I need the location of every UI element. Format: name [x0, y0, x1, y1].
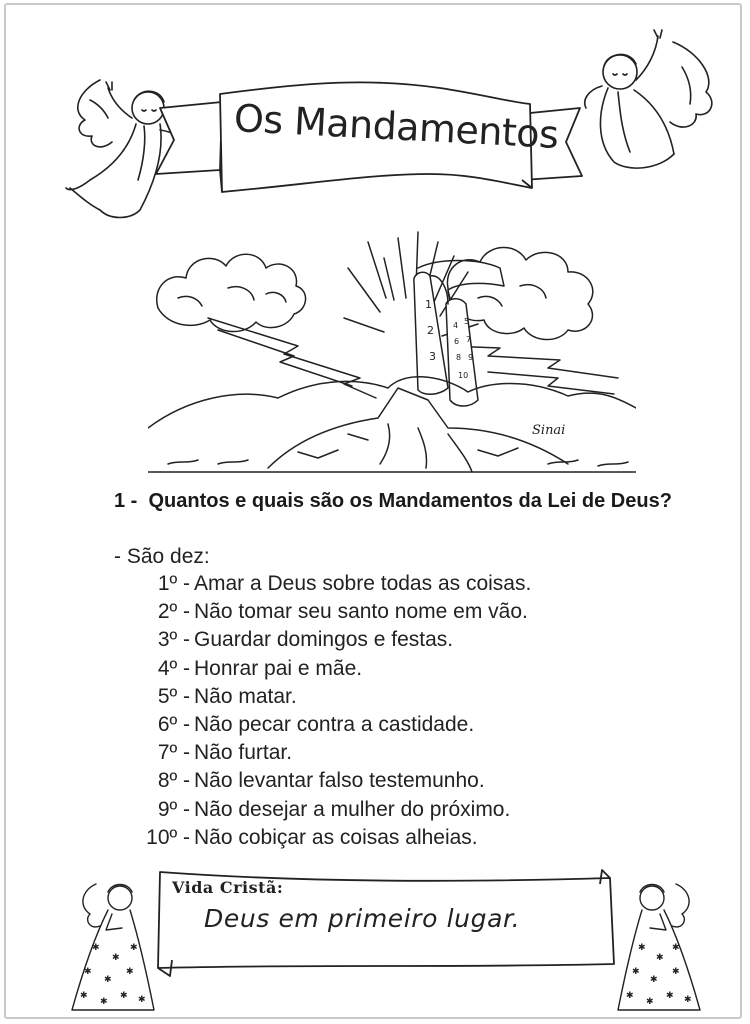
list-item — [128, 711, 531, 739]
angel-bottom-left-illustration — [62, 870, 162, 1020]
question — [114, 487, 674, 516]
svg-text:✱: ✱ — [126, 967, 134, 977]
svg-text:✱: ✱ — [130, 943, 138, 953]
list-item — [128, 598, 531, 626]
commandment-number: 5º - — [157, 684, 190, 708]
commandment-number: 10º - — [146, 825, 190, 849]
tablet-number: 2 — [427, 324, 434, 337]
svg-text:✱: ✱ — [666, 991, 674, 1001]
sinai-tablets-illustration — [148, 228, 636, 478]
commandment-text: Amar a Deus sobre todas as coisas. — [194, 572, 532, 595]
answer-intro: - São dez: — [114, 545, 210, 568]
svg-text:✱: ✱ — [646, 997, 654, 1007]
angel-right-illustration — [578, 22, 728, 192]
commandment-text: Honrar pai e mãe. — [194, 656, 363, 680]
commandment-number: 2º - — [157, 600, 190, 624]
svg-text:✱: ✱ — [626, 991, 634, 1001]
tablet-number: 7 — [466, 335, 472, 344]
svg-text:✱: ✱ — [638, 943, 646, 953]
commandment-text: Não furtar. — [194, 741, 293, 765]
commandment-text: Guardar domingos e festas. — [194, 628, 454, 652]
svg-text:✱: ✱ — [100, 997, 108, 1007]
list-item — [128, 767, 531, 795]
commandments-list — [128, 570, 531, 852]
page-title: Os Mandamentos — [232, 96, 560, 157]
question-number: 1 - — [114, 490, 138, 512]
svg-text:✱: ✱ — [656, 953, 664, 963]
svg-text:✱: ✱ — [80, 991, 88, 1001]
commandment-number: 6º - — [157, 712, 190, 736]
svg-text:✱: ✱ — [672, 967, 680, 977]
commandment-text: Não cobiçar as coisas alheias. — [194, 825, 478, 849]
commandment-number: 9º - — [157, 797, 190, 821]
svg-text:✱: ✱ — [92, 943, 100, 953]
commandment-text: Não levantar falso testemunho. — [194, 769, 485, 793]
footer-motto: Deus em primeiro lugar. — [204, 904, 521, 933]
tablet-number: 5 — [464, 317, 470, 326]
tablet-number: 8 — [456, 353, 462, 362]
tablet-number: 3 — [429, 350, 436, 363]
commandment-text: Não desejar a mulher do próximo. — [194, 797, 511, 821]
list-item — [128, 570, 531, 598]
svg-text:✱: ✱ — [120, 991, 128, 1001]
question-text: Quantos e quais são os Mandamentos da Lei de Deus? — [148, 490, 672, 512]
list-item — [128, 655, 531, 683]
commandment-number: 8º - — [157, 769, 190, 793]
tablet-number: 6 — [454, 337, 460, 346]
commandment-number: 1º - — [157, 572, 190, 595]
svg-text:✱: ✱ — [138, 995, 146, 1005]
list-item — [128, 824, 531, 852]
list-item — [128, 683, 531, 711]
svg-text:✱: ✱ — [650, 975, 658, 985]
list-item — [128, 796, 531, 824]
list-item — [128, 739, 531, 767]
svg-text:✱: ✱ — [84, 967, 92, 977]
svg-text:✱: ✱ — [104, 975, 112, 985]
tablet-number: 4 — [453, 321, 459, 330]
svg-text:✱: ✱ — [672, 943, 680, 953]
commandment-number: 4º - — [157, 656, 190, 680]
svg-text:✱: ✱ — [112, 953, 120, 963]
commandment-text: Não pecar contra a castidade. — [194, 712, 475, 736]
commandment-number: 3º - — [157, 628, 190, 652]
tablet-number: 9 — [468, 353, 474, 362]
commandment-number: 7º - — [157, 741, 190, 765]
mountain-label: Sinai — [532, 423, 566, 438]
footer-label: Vida Cristã: — [172, 878, 284, 897]
commandment-text: Não matar. — [194, 684, 297, 708]
svg-text:✱: ✱ — [632, 967, 640, 977]
tablet-number: 10 — [458, 371, 469, 380]
tablet-number: 1 — [425, 298, 432, 311]
commandment-text: Não tomar seu santo nome em vão. — [194, 600, 528, 624]
svg-text:✱: ✱ — [684, 995, 692, 1005]
list-item — [128, 626, 531, 654]
angel-bottom-right-illustration — [610, 870, 710, 1020]
